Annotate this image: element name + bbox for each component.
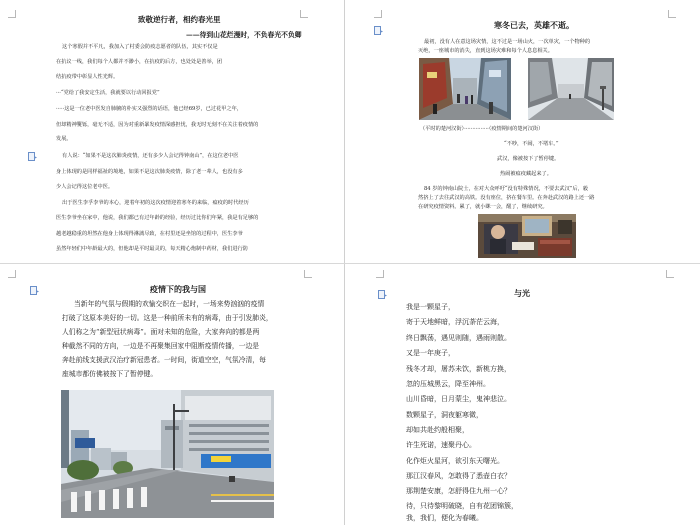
paragraph-line: 出于医生李孚李爷的本心，迎着年初的这次疫情迎着寒冬的来临，瘟疫的时代经历 xyxy=(62,200,249,206)
paragraph-line: 结抗疫带中彰显人性光辉。 xyxy=(56,74,119,80)
quote-line: “不吵，不闹，不堵车。” xyxy=(504,141,559,147)
paragraph-line: ···“党给了我安定生活，我就要以行动回报党” xyxy=(56,90,160,96)
paragraph-line: 84 岁的钟南山院士，在对大众呼吁“没有特殊情况，不要去武汉”后，毅 xyxy=(424,186,588,192)
poem-line: 山川昏暗，日月蒙尘，鬼神悲泣。 xyxy=(406,395,511,403)
photo-train-carriage xyxy=(478,214,576,258)
paragraph-line: ·····这是一位老中医发自肺腑的朴实又强烈的话语，他已经69岁，已过花甲之年， xyxy=(56,106,243,112)
crop-mark xyxy=(666,270,674,278)
paragraph-line: 种截然不同的方向，一边是不再聚集回家中阻断疫情传播，一边是 xyxy=(62,342,260,350)
paragraph-line: 在抗议一线，我们每个人都并不渺小，在抗疫的后方，也处处是善举，团 xyxy=(56,59,223,65)
poem-line: 却如共赴约般相聚， xyxy=(406,426,469,434)
paragraph-line: 打破了这原本美好的一切。这是一种前所未有的病毒，由于引发肺炎， xyxy=(62,314,273,322)
crop-mark xyxy=(304,270,312,278)
paragraph-line: 发展。 xyxy=(56,136,72,142)
page-title: 寒冬已去，英雄不逝。 xyxy=(494,20,574,30)
horizontal-page-divider xyxy=(0,263,700,264)
page-title: 疫情下的我与国 xyxy=(150,284,206,294)
document-page-2[interactable] xyxy=(352,0,700,262)
page-title: 致敬逆行者，相约春光里 xyxy=(138,15,221,24)
paragraph-line: 奔赴前线支援武汉治疗新冠患者。一时间，街道空空，气氛冷清，每 xyxy=(62,356,266,364)
document-page-3[interactable] xyxy=(0,266,340,525)
document-page-1[interactable] xyxy=(0,0,340,262)
paragraph-line: 虽然年轻们中年龄最大的，但他却是平时最灵的，每天精心炮制中药材，我们进行防 xyxy=(56,246,248,252)
paragraph-line: 然挤上了去往武汉的高铁。没有座位，挤在餐车里。在奔赴武汉的路上还一路 xyxy=(418,195,595,201)
poem-line: 寄于天地鲜暗，浮沉荼茫云海， xyxy=(406,318,504,326)
page-subtitle: ——待到山花烂漫时，不负春光不负卿 xyxy=(186,31,302,39)
quote-line: 热闹被瘟疫藏起来了。 xyxy=(500,171,552,177)
poem-line: 我，我们，便化为春曦。 xyxy=(406,514,483,522)
paragraph-line: 身上体现的是同样福祉的境地，如果不是这次肺炎疫情，除了老一辈人，也没有多 xyxy=(56,169,243,175)
paragraph-line: 医生李爷坐在家中，他说，我们都已有过年龄的经验，经历过比你们年紧，我是有足够的 xyxy=(56,215,259,221)
quote-line: 武汉，像被按下了暂停键。 xyxy=(497,156,560,162)
photo-empty-street xyxy=(528,58,614,120)
poem-line: 残冬才却，屠苏未饮，新桃方换， xyxy=(406,365,511,373)
paragraph-line: 少人会记得这位老中医。 xyxy=(56,184,114,190)
paragraph-line: 灭绝，一座城市的消失，直到这场灾难和每个人息息相关。 xyxy=(418,48,553,54)
comment-marker-icon[interactable]: ▸ xyxy=(378,290,388,299)
paragraph-line: 人们称之为“新型冠状病毒”。面对未知的危险，大家奔向的都是两 xyxy=(62,328,260,336)
crop-mark xyxy=(376,270,384,278)
poem-line: 许生死诺，速聚丹心。 xyxy=(406,441,476,449)
paragraph-line: 当新年的气氛与假期的欢愉交织在一起时，一场来势汹汹的疫情 xyxy=(74,300,265,308)
poem-line: 忽的压城黑云，降至神州。 xyxy=(406,380,490,388)
document-page-4[interactable] xyxy=(352,266,700,525)
poem-line: 待，只待黎明破晓，自有花团锦簇， xyxy=(406,502,518,510)
page-title: 与光 xyxy=(514,288,530,298)
comment-marker-icon[interactable]: ▸ xyxy=(28,152,38,161)
photo-busy-street xyxy=(419,58,511,120)
crop-mark xyxy=(374,10,382,18)
poem-line: 终日飘荡，遇见则随，遇雨则散。 xyxy=(406,334,511,342)
poem-line: 数颗星子，洞夜躯寒微， xyxy=(406,411,483,419)
crop-mark xyxy=(300,10,308,18)
photo-caption: （平时的楚河汉街）···············（疫情期间的楚河汉街） xyxy=(420,126,544,132)
photo-empty-city-street xyxy=(61,390,274,518)
crop-mark xyxy=(668,10,676,18)
poem-line: 那荆楚安康，怎舒得住九州一心？ xyxy=(406,487,511,495)
paragraph-line: 在研究疫情资料。累了，就小眯一会，醒了，继续研究。 xyxy=(418,204,548,210)
paragraph-line: 但却精神矍铄，毫无不适，因为对重新暴发疫情深感担忧，我无时无刻不在关注着疫情的 xyxy=(56,122,259,128)
paragraph-line: 这个寒假并不平凡，我加入了村委会防疫志愿者的队伍，其实不仅是 xyxy=(62,44,218,50)
poem-line: 化作炬火星河，欲引东天曙光。 xyxy=(406,457,504,465)
comment-marker-icon[interactable]: ▸ xyxy=(30,286,40,295)
paragraph-line: 有人说：“如果不是这次肺炎疫情，还有多少人会记得钟南山”，在这位老中医 xyxy=(62,153,239,159)
paragraph-line: 越老越稳重的坦然在他身上体现得淋漓尽致，在村里还是坐馆的过程中，医生李爷 xyxy=(56,231,243,237)
poem-line: 又是一年庚子， xyxy=(406,349,455,357)
crop-mark xyxy=(8,10,16,18)
poem-line: 我是一颗星子， xyxy=(406,303,455,311)
paragraph-line: 最初，没有人在意这场灾情，这不过是一场山火，一次单灾，一个物种的 xyxy=(424,39,591,45)
poem-line: 那江汉春风，怎敢得了悉壶白衣？ xyxy=(406,472,511,480)
paragraph-line: 座城市都仿佛被按下了暂停键。 xyxy=(62,370,158,378)
comment-marker-icon[interactable]: ▸ xyxy=(374,26,384,35)
crop-mark xyxy=(8,270,16,278)
